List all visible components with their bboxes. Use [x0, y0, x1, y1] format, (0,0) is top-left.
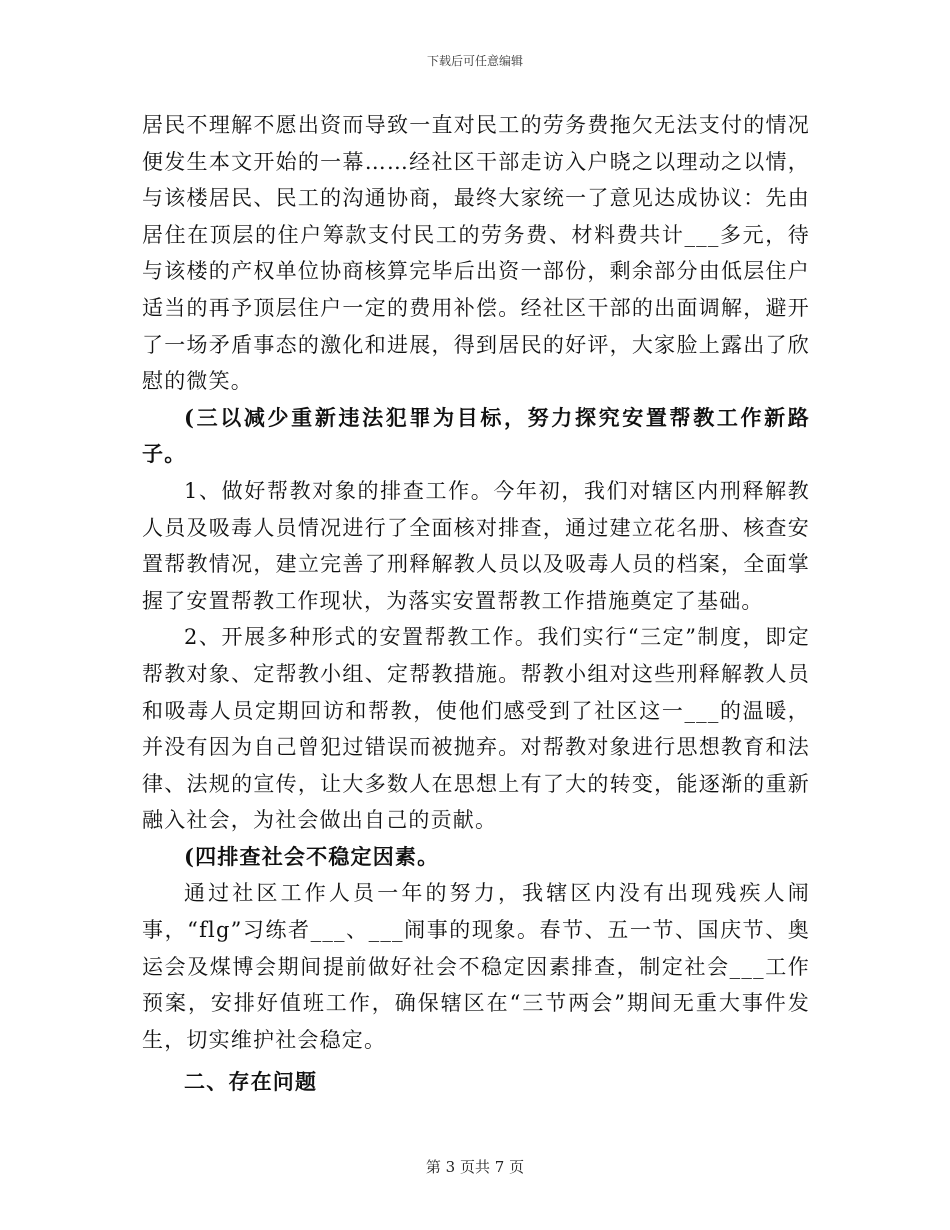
document-body	[142, 107, 810, 1101]
paragraph-continued: 居民不理解不愿出资而导致一直对民工的劳务费拖欠无法支付的情况便发生本文开始的一幕……经社区干部走访入户晓之以理动之以情，与该楼居民、民工的沟通协商，最终大家统一了意见达成协议：先由居住在顶层的住户筹款支付民工的劳务费、材料费共计___多元，待与该楼的产权单位协商核算完毕后出资一部份，剩余部分由低层住户适当的再予顶层住户一定的费用补偿。经社区干部的出面调解，避开了一场矛盾事态的激化和进展，得到居民的好评，大家脸上露出了欣慰的微笑。	[142, 113, 810, 394]
paragraph-item-2: 2、开展多种形式的安置帮教工作。我们实行“三定”制度，即定帮教对象、定帮教小组、定帮教措施。帮教小组对这些刑释解教人员和吸毒人员定期回访和帮教，使他们感受到了社区这一___的温暖，并没有因为自己曾犯过错误而被抛弃。对帮教对象进行思想教育和法律、法规的宣传，让大多数人在思想上有了大的转变，能逐渐的重新融入社会，为社会做出自己的贡献。	[142, 625, 810, 833]
subheading-three: (三以减少重新违法犯罪为目标，努力探究安置帮教工作新路子。	[142, 404, 810, 467]
page-number-footer: 第 3 页共 7 页	[425, 1158, 525, 1176]
subheading-four: (四排查社会不稳定因素。	[184, 843, 440, 869]
page-header-note: 下载后可任意编辑	[426, 54, 523, 68]
section-heading-problems: 二、存在问题	[184, 1069, 318, 1095]
paragraph-item-1: 1、做好帮教对象的排查工作。今年初，我们对辖区内刑释解教人员及吸毒人员情况进行了全面核对排查，通过建立花名册、核查安置帮教情况，建立完善了刑释解教人员以及吸毒人员的档案，全面掌握了安置帮教工作现状，为落实安置帮教工作措施奠定了基础。	[142, 478, 810, 613]
paragraph-stability: 通过社区工作人员一年的努力，我辖区内没有出现残疾人闹事，“flg”习练者___、___闹事的现象。春节、五一节、国庆节、奥运会及煤博会期间提前做好社会不稳定因素排查，制定社会___工作预案，安排好值班工作，确保辖区在“三节两会”期间无重大事件发生，切实维护社会稳定。	[142, 881, 810, 1052]
